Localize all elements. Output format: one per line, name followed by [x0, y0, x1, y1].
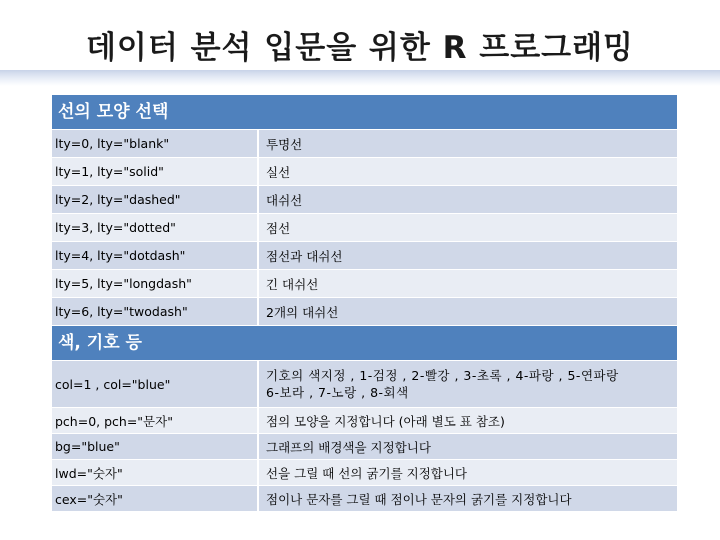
code-cell: lty=0, lty="blank" — [55, 136, 170, 151]
description-cell: 점의 모양을 지정합니다 (아래 별도 표 참조) — [257, 408, 677, 433]
code-cell: col=1 , col="blue" — [55, 376, 171, 392]
code-cell: pch=0, pch="문자" — [55, 413, 173, 429]
code-cell: lty=5, lty="longdash" — [55, 276, 192, 291]
code-cell: lty=2, lty="dashed" — [55, 192, 181, 207]
description-cell: 긴 대쉬선 — [257, 270, 677, 297]
description-cell: 점선 — [257, 214, 677, 241]
description-cell: 점선과 대쉬선 — [257, 242, 677, 269]
description-cell: 그래프의 배경색을 지정합니다 — [257, 434, 677, 459]
table-row — [52, 460, 677, 486]
code-cell: cex="숫자" — [55, 491, 123, 507]
table-row — [52, 130, 677, 158]
table-row — [52, 298, 677, 326]
table-row — [52, 214, 677, 242]
table-row — [52, 270, 677, 298]
table-row — [52, 186, 677, 214]
code-cell: lty=4, lty="dotdash" — [55, 248, 186, 263]
table-row — [52, 361, 677, 408]
table-row — [52, 434, 677, 460]
description-cell — [257, 361, 677, 407]
description-cell: 대쉬선 — [257, 186, 677, 213]
description-cell: 실선 — [257, 158, 677, 185]
page-title: 데이터 분석 입문을 위한 R 프로그래밍 — [85, 30, 635, 66]
description-text: 기호의 색지정 , 1-검정 , 2-빨강 , 3-초록 , 4-파랑 , 5-연파랑 6-보라 , 7-노랑 , 8-회색 — [266, 368, 619, 400]
table-row — [52, 242, 677, 270]
description-cell: 투명선 — [257, 130, 677, 157]
code-cell: bg="blue" — [55, 439, 120, 454]
description-cell: 점이나 문자를 그릴 때 점이나 문자의 굵기를 지정합니다 — [257, 486, 677, 511]
table-row — [52, 158, 677, 186]
description-cell: 2개의 대쉬선 — [257, 298, 677, 325]
code-cell: lty=6, lty="twodash" — [55, 304, 188, 319]
code-cell: lwd="숫자" — [55, 465, 123, 481]
code-cell: lty=3, lty="dotted" — [55, 220, 176, 235]
title-divider — [0, 70, 720, 86]
table-row — [52, 486, 677, 512]
section-header-color-symbol: 색, 기호 등 — [52, 326, 677, 361]
description-cell: 선을 그릴 때 선의 굵기를 지정합니다 — [257, 460, 677, 485]
code-cell: lty=1, lty="solid" — [55, 164, 164, 179]
reference-table — [52, 95, 677, 512]
table-row — [52, 408, 677, 434]
section-header-line-type: 선의 모양 선택 — [52, 95, 677, 130]
